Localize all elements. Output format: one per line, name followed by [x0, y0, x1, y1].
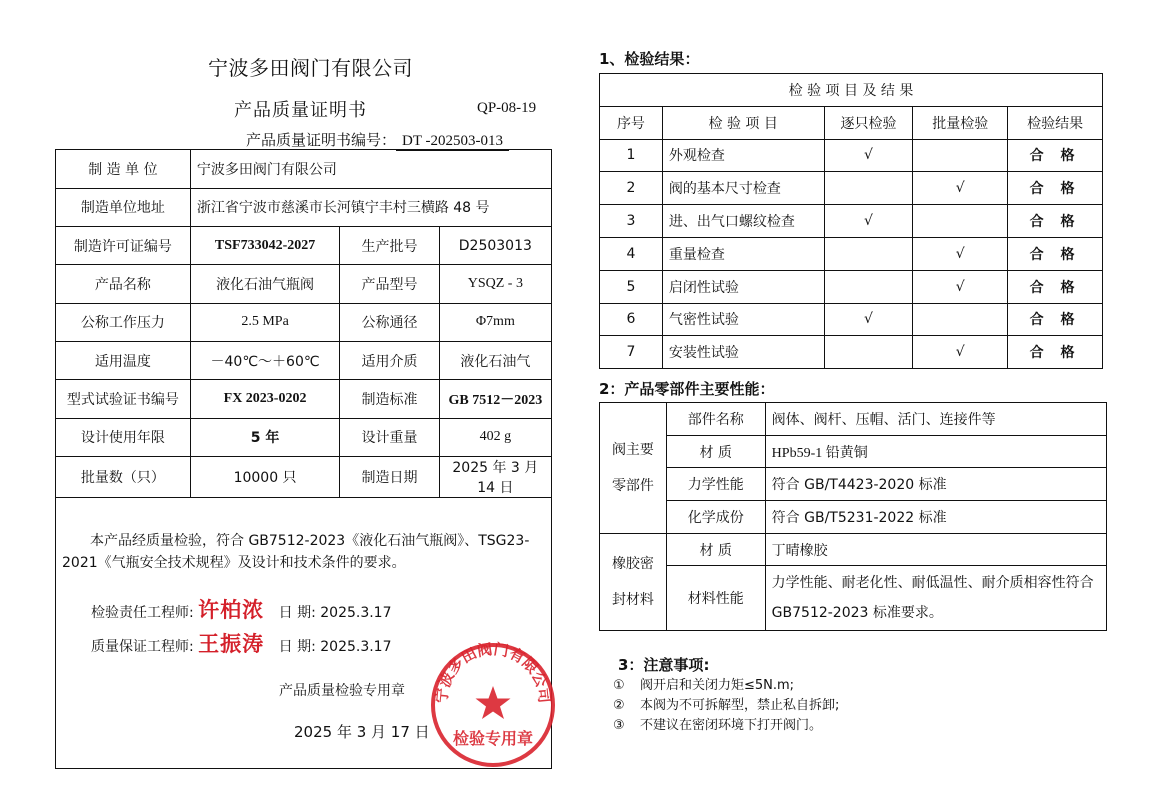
row-item: 启闭性试验 — [662, 270, 824, 303]
product-name-value: 液化石油气瓶阀 — [190, 265, 339, 303]
company-name: 宁波多田阀门有限公司 — [208, 56, 413, 80]
inspector-signature: 许柏浓 — [198, 597, 265, 622]
attr-value: HPb59-1 铅黄铜 — [765, 435, 1106, 468]
document-code: QP-08-19 — [477, 100, 537, 116]
row-no: 5 — [600, 270, 663, 303]
design-weight-label: 设计重量 — [340, 418, 439, 456]
attr-label: 材料性能 — [666, 566, 765, 631]
note-text: 本阀为不可拆解型，禁止私自拆卸; — [640, 698, 840, 713]
table-row — [56, 418, 551, 456]
qa-signature: 王振涛 — [198, 631, 265, 656]
table-header-row — [600, 106, 1103, 139]
table-row — [600, 403, 1107, 436]
inspection-results-table — [599, 73, 1103, 369]
note-number: ② — [613, 698, 625, 713]
design-life-value: 5 年 — [190, 418, 339, 456]
inspection-table-title: 检 验 项 目 及 结 果 — [600, 74, 1103, 107]
group-label-line: 橡胶密 — [611, 556, 654, 573]
row-result: 合 格 — [1008, 172, 1103, 205]
row-item: 安装性试验 — [662, 336, 824, 369]
qa-label: 质量保证工程师: — [91, 639, 194, 655]
design-life-label: 设计使用年限 — [56, 418, 190, 456]
table-row — [56, 456, 551, 497]
document-title: 产品质量证明书 — [234, 100, 367, 121]
type-cert-value: FX 2023-0202 — [190, 380, 339, 418]
product-name-label: 产品名称 — [56, 265, 190, 303]
attr-value: 符合 GB/T4423-2020 标准 — [765, 468, 1106, 501]
qa-date-label: 日 期: — [278, 639, 316, 655]
parts-section-title: 2：产品零部件主要性能： — [599, 380, 775, 398]
type-cert-label: 型式试验证书编号 — [56, 380, 190, 418]
table-row — [600, 205, 1103, 238]
note-text: 不建议在密闭环境下打开阀门。 — [640, 718, 823, 733]
note-number: ③ — [613, 718, 625, 733]
stamp-date: 2025 年 3 月 17 日 — [294, 723, 430, 741]
attr-label: 化学成份 — [666, 501, 765, 534]
manufacturer-value: 宁波多田阀门有限公司 — [190, 150, 551, 188]
batch-no-label: 生产批号 — [340, 227, 439, 265]
certificate-number-label: 产品质量证明书编号： — [246, 131, 397, 149]
table-row — [56, 150, 551, 188]
row-result: 合 格 — [1008, 336, 1103, 369]
row-no: 1 — [600, 139, 663, 172]
certificate-number: DT -202503-013 — [396, 133, 509, 151]
check-icon: √ — [824, 303, 913, 336]
model-value: YSQZ - 3 — [439, 265, 551, 303]
table-row — [600, 172, 1103, 205]
seal-ring-text: 宁波多田阀门有限公司 — [432, 640, 554, 704]
col-header-no: 序号 — [600, 106, 663, 139]
attr-value — [765, 566, 1106, 631]
table-row — [56, 265, 551, 303]
group-rubber-seal — [600, 533, 667, 631]
inspector-label: 检验责任工程师: — [91, 605, 194, 621]
row-no: 6 — [600, 303, 663, 336]
col-header-result: 检验结果 — [1008, 106, 1103, 139]
mfg-date-label: 制造日期 — [340, 456, 439, 497]
table-row — [56, 188, 551, 226]
attr-value-line: GB7512-2023 标准要求。 — [771, 605, 943, 622]
batch-qty-label: 批量数（只） — [56, 456, 190, 497]
table-row — [600, 435, 1107, 468]
product-info-table — [56, 150, 551, 498]
seal-sub-text: 检验专用章 — [452, 729, 534, 748]
table-row — [56, 303, 551, 341]
temperature-label: 适用温度 — [56, 341, 190, 379]
row-item: 阀的基本尺寸检查 — [662, 172, 824, 205]
list-item — [613, 696, 839, 716]
address-value: 浙江省宁波市慈溪市长河镇宁丰村三横路 48 号 — [190, 188, 551, 226]
stamp-label: 产品质量检验专用章 — [279, 683, 405, 699]
col-header-each: 逐只检验 — [824, 106, 913, 139]
row-each — [824, 270, 913, 303]
note-text: 阀开启和关闭力矩≤5N.m; — [640, 678, 795, 693]
batch-qty-value: 10000 只 — [190, 456, 339, 497]
batch-no-value: D2503013 — [439, 227, 551, 265]
group-label-line: 封材料 — [611, 592, 654, 609]
row-result: 合 格 — [1008, 139, 1103, 172]
attr-label: 材 质 — [666, 533, 765, 566]
row-each — [824, 336, 913, 369]
address-label: 制造单位地址 — [56, 188, 190, 226]
table-row — [56, 341, 551, 379]
col-header-item: 检 验 项 目 — [662, 106, 824, 139]
row-batch — [913, 303, 1008, 336]
pressure-label: 公称工作压力 — [56, 303, 190, 341]
row-batch — [913, 139, 1008, 172]
list-item — [613, 676, 839, 696]
row-no: 2 — [600, 172, 663, 205]
medium-value: 液化石油气 — [439, 341, 551, 379]
model-label: 产品型号 — [340, 265, 439, 303]
notes-section-title: 3：注意事项: — [618, 656, 710, 674]
table-row — [56, 227, 551, 265]
check-icon: √ — [913, 172, 1008, 205]
row-item: 重量检查 — [662, 237, 824, 270]
seal-star-icon — [476, 686, 511, 719]
license-value: TSF733042-2027 — [190, 227, 339, 265]
row-result: 合 格 — [1008, 303, 1103, 336]
inspector-date-label: 日 期: — [278, 605, 316, 621]
diameter-value: Φ7mm — [439, 303, 551, 341]
row-no: 7 — [600, 336, 663, 369]
table-row — [600, 533, 1107, 566]
diameter-label: 公称通径 — [340, 303, 439, 341]
certificate-number-line — [246, 129, 509, 151]
attr-value-line: 力学性能、耐老化性、耐低温性、耐介质相容性符合 — [771, 575, 1094, 592]
table-row — [600, 501, 1107, 534]
group-label-line: 阀主要 — [611, 441, 654, 458]
table-row — [600, 74, 1103, 107]
table-row — [600, 139, 1103, 172]
compliance-statement: 本产品经质量检验，符合 GB7512-2023《液化石油气瓶阀》、TSG23-2021《气瓶安全技术规程》及设计和技术条件的要求。 — [62, 533, 530, 571]
attr-value: 符合 GB/T5231-2022 标准 — [765, 501, 1106, 534]
inspector-signature-row — [91, 594, 392, 624]
table-row — [600, 336, 1103, 369]
row-no: 4 — [600, 237, 663, 270]
col-header-batch: 批量检验 — [913, 106, 1008, 139]
check-icon: √ — [913, 270, 1008, 303]
check-icon: √ — [824, 205, 913, 238]
attr-label: 力学性能 — [666, 468, 765, 501]
medium-label: 适用介质 — [340, 341, 439, 379]
notes-list — [613, 676, 839, 736]
pressure-value: 2.5 MPa — [190, 303, 339, 341]
attr-value: 丁晴橡胶 — [765, 533, 1106, 566]
row-item: 气密性试验 — [662, 303, 824, 336]
standard-value: GB 7512－2023 — [439, 380, 551, 418]
list-item — [613, 716, 839, 736]
parts-performance-table — [599, 402, 1107, 631]
row-result: 合 格 — [1008, 270, 1103, 303]
design-weight-value: 402 g — [439, 418, 551, 456]
check-icon: √ — [913, 336, 1008, 369]
inspection-seal-stamp — [428, 640, 558, 770]
attr-label: 部件名称 — [666, 403, 765, 436]
group-valve-parts — [600, 403, 667, 534]
manufacturer-label: 制 造 单 位 — [56, 150, 190, 188]
row-each — [824, 237, 913, 270]
row-result: 合 格 — [1008, 205, 1103, 238]
qa-date: 2025.3.17 — [320, 639, 392, 655]
table-row — [56, 380, 551, 418]
temperature-value: －40℃～＋60℃ — [190, 341, 339, 379]
check-icon: √ — [913, 237, 1008, 270]
qa-signature-row — [91, 628, 392, 658]
group-label-line: 零部件 — [611, 477, 654, 494]
attr-label: 材 质 — [666, 435, 765, 468]
row-result: 合 格 — [1008, 237, 1103, 270]
row-item: 外观检查 — [662, 139, 824, 172]
table-row — [600, 270, 1103, 303]
license-label: 制造许可证编号 — [56, 227, 190, 265]
table-row — [600, 237, 1103, 270]
table-row — [600, 468, 1107, 501]
attr-value: 阀体、阀杆、压帽、活门、连接件等 — [765, 403, 1106, 436]
standard-label: 制造标准 — [340, 380, 439, 418]
table-row — [600, 303, 1103, 336]
inspector-date: 2025.3.17 — [320, 605, 392, 621]
mfg-date-value: 2025 年 3 月 14 日 — [439, 456, 551, 497]
row-batch — [913, 205, 1008, 238]
inspection-section-title: 1、检验结果： — [599, 50, 700, 68]
check-icon: √ — [824, 139, 913, 172]
table-row — [600, 566, 1107, 631]
row-each — [824, 172, 913, 205]
row-no: 3 — [600, 205, 663, 238]
row-item: 进、出气口螺纹检查 — [662, 205, 824, 238]
note-number: ① — [613, 678, 625, 693]
